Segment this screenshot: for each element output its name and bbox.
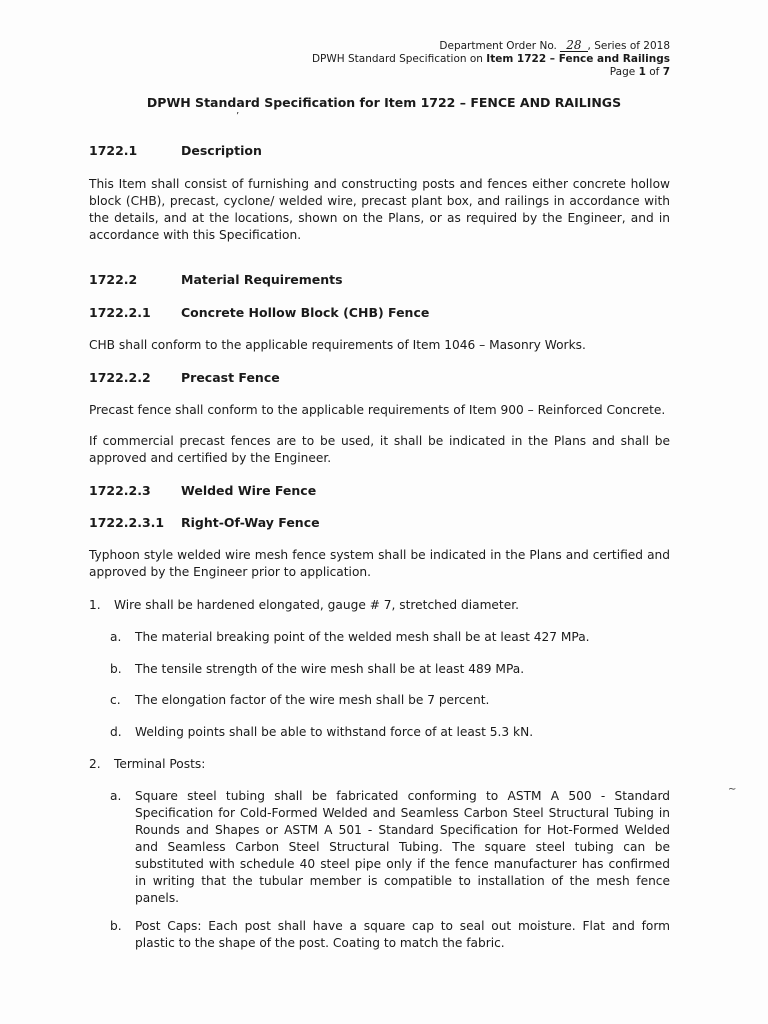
section-title: Right-Of-Way Fence	[181, 515, 320, 530]
section-title: Material Requirements	[181, 272, 343, 287]
list-item-text: The tensile strength of the wire mesh shall be at least 489 MPa.	[135, 662, 525, 676]
header-line-2	[312, 53, 670, 66]
row-fence-paragraph: Typhoon style welded wire mesh fence system shall be indicated in the Plans and certified and approved by the Engineer prior to application.	[89, 548, 670, 579]
list-item-text: Square steel tubing shall be fabricated conforming to ASTM A 500 - Standard Specification for Cold-Formed Welded and Seamless Carbon Steel Structural Tubing in Rounds and Shapes or ASTM A 501 - Standard Specification for Hot-Formed Welded and Seamless Carbon Steel Structural Tubing. The square steel tubing can be substituted with schedule 40 steel pipe only if the fence manufacturer has confirmed in writing that the tubular member is compatible to installation of the mesh fence panels.	[135, 789, 670, 905]
stray-mark: ’	[236, 111, 240, 122]
header-line-3	[312, 66, 670, 79]
list-item	[89, 597, 670, 614]
spec-item-name: Item 1722 – Fence and Railings	[486, 53, 670, 65]
section-title: Concrete Hollow Block (CHB) Fence	[181, 305, 430, 320]
list-item	[110, 918, 670, 952]
list-marker: d.	[110, 725, 122, 739]
description-paragraph: This Item shall consist of furnishing and constructing posts and fences either concrete hollow block (CHB), precast, cyclone/ welded wire, precast plant box, and railings in accordance with the details, and at the locations, shown on the Plans, or as required by the Engineer, and in accordance with this Specification.	[89, 177, 670, 242]
section-number: 1722.2.2	[89, 370, 151, 385]
margin-pen-mark: ∼	[728, 784, 737, 795]
precast-paragraph-1: Precast fence shall conform to the applicable requirements of Item 900 – Reinforced Concrete.	[89, 403, 666, 417]
section-number: 1722.2.1	[89, 305, 151, 320]
list-item-text: Post Caps: Each post shall have a square cap to seal out moisture. Flat and form plastic to the shape of the post. Coating to match the fabric.	[135, 919, 670, 950]
list-item-text: Terminal Posts:	[114, 757, 206, 771]
list-item	[110, 692, 670, 709]
section-number: 1722.2.3.1	[89, 515, 165, 530]
list-item-text: The material breaking point of the welded mesh shall be at least 427 MPa.	[135, 630, 590, 644]
handwritten-order-number: 28	[560, 40, 587, 52]
list-marker: b.	[110, 662, 122, 676]
section-title: Description	[181, 143, 262, 158]
section-number: 1722.2	[89, 272, 138, 287]
page-number: 1	[638, 66, 646, 78]
page-word: Page	[609, 66, 636, 78]
order-label: Department Order No.	[439, 40, 557, 52]
page-total: 7	[662, 66, 670, 78]
list-marker: a.	[110, 789, 122, 803]
section-number: 1722.1	[89, 143, 138, 158]
section-number: 1722.2.3	[89, 483, 151, 498]
list-marker: a.	[110, 630, 122, 644]
list-marker: 1.	[89, 598, 101, 612]
chb-paragraph: CHB shall conform to the applicable requirements of Item 1046 – Masonry Works.	[89, 338, 586, 352]
document-title: DPWH Standard Specification for Item 1722 – FENCE AND RAILINGS	[146, 95, 622, 110]
section-1722-1-heading	[89, 143, 262, 158]
section-1722-2-3-heading	[89, 483, 316, 498]
of-word: of	[649, 66, 660, 78]
page-header	[312, 40, 670, 79]
section-1722-2-3-1-heading	[89, 515, 320, 530]
section-1722-2-heading	[89, 272, 343, 287]
section-1722-2-2-heading	[89, 370, 280, 385]
list-item	[110, 724, 670, 741]
precast-paragraph-2: If commercial precast fences are to be used, it shall be indicated in the Plans and shall be approved and certified by the Engineer.	[89, 434, 670, 465]
list-marker: b.	[110, 919, 122, 933]
spec-label: DPWH Standard Specification on	[311, 53, 483, 65]
list-marker: 2.	[89, 757, 101, 771]
list-marker: c.	[110, 693, 121, 707]
section-title: Welded Wire Fence	[181, 483, 317, 498]
list-item-text: The elongation factor of the wire mesh shall be 7 percent.	[135, 693, 490, 707]
list-item-text: Welding points shall be able to withstand force of at least 5.3 kN.	[135, 725, 534, 739]
list-item	[89, 756, 670, 773]
list-item-text: Wire shall be hardened elongated, gauge # 7, stretched diameter.	[114, 598, 519, 612]
list-item	[110, 788, 670, 907]
section-1722-2-1-heading	[89, 305, 429, 320]
list-item	[110, 661, 670, 678]
header-line-1	[312, 40, 670, 53]
list-item	[110, 629, 670, 646]
section-title: Precast Fence	[181, 370, 280, 385]
series-label: , Series of 2018	[587, 40, 670, 52]
